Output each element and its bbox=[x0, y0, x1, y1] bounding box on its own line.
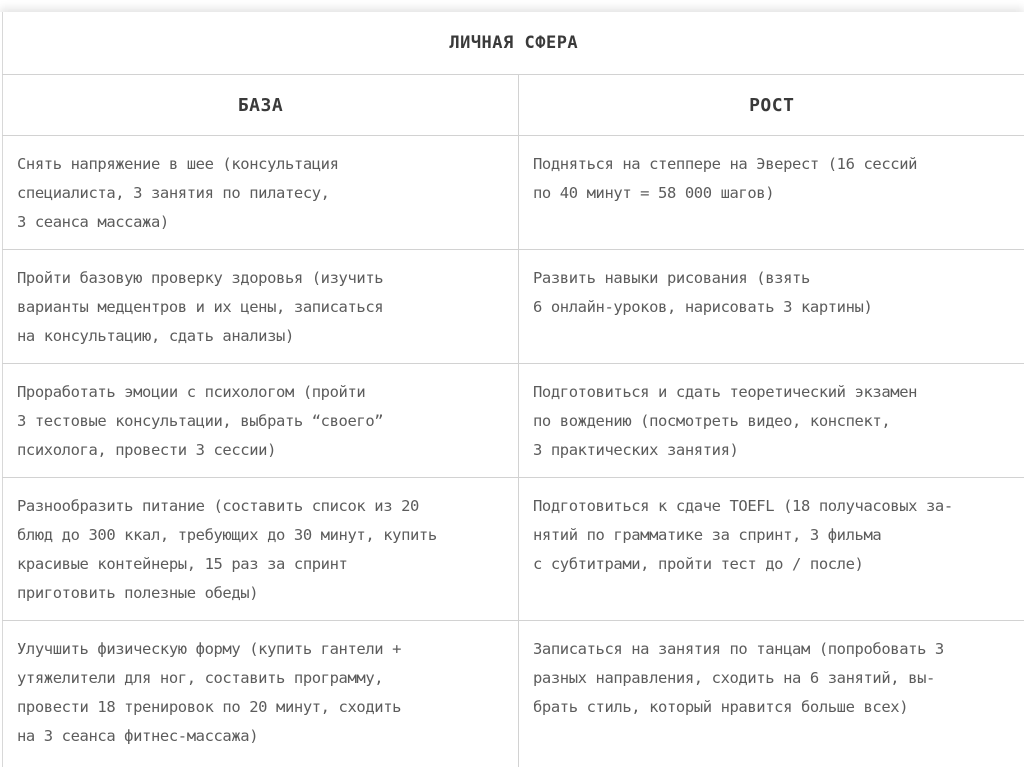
growth-cell: Подготовиться к сдаче TOEFL (18 получасовых за- нятий по грамматике за спринт, 3 фильма с субтитрами, пройти тест до / после) bbox=[519, 478, 1024, 621]
growth-cell: Развить навыки рисования (взять 6 онлайн-уроков, нарисовать 3 картины) bbox=[519, 250, 1024, 364]
table-row bbox=[3, 250, 1024, 364]
growth-cell: Подняться на степпере на Эверест (16 сессий по 40 минут = 58 000 шагов) bbox=[519, 136, 1024, 250]
column-header-growth: РОСТ bbox=[519, 75, 1024, 136]
table-title: ЛИЧНАЯ СФЕРА bbox=[3, 12, 1024, 75]
table-row bbox=[3, 136, 1024, 250]
base-cell: Снять напряжение в шее (консультация специалиста, 3 занятия по пилатесу, 3 сеанса массажа) bbox=[3, 136, 519, 250]
personal-goals-table bbox=[2, 12, 1024, 767]
growth-cell: Записаться на занятия по танцам (попробовать 3 разных направления, сходить на 6 занятий, вы- брать стиль, который нравится больше всех) bbox=[519, 621, 1024, 767]
base-cell: Пройти базовую проверку здоровья (изучить варианты медцентров и их цены, записаться на консультацию, сдать анализы) bbox=[3, 250, 519, 364]
base-cell: Улучшить физическую форму (купить гантели + утяжелители для ног, составить программу, провести 18 тренировок по 20 минут, сходить на 3 сеанса фитнес-массажа) bbox=[3, 621, 519, 767]
base-cell: Разнообразить питание (составить список из 20 блюд до 300 ккал, требующих до 30 минут, купить красивые контейнеры, 15 раз за спринт приготовить полезные обеды) bbox=[3, 478, 519, 621]
table-title-row bbox=[3, 12, 1024, 75]
table-row bbox=[3, 478, 1024, 621]
column-header-base: БАЗА bbox=[3, 75, 519, 136]
document-page bbox=[0, 12, 1024, 767]
base-cell: Проработать эмоции с психологом (пройти 3 тестовые консультации, выбрать “своего” психолога, провести 3 сессии) bbox=[3, 364, 519, 478]
table-row bbox=[3, 621, 1024, 767]
growth-cell: Подготовиться и сдать теоретический экзамен по вождению (посмотреть видео, конспект, 3 практических занятия) bbox=[519, 364, 1024, 478]
table-row bbox=[3, 364, 1024, 478]
table-header-row bbox=[3, 75, 1024, 136]
